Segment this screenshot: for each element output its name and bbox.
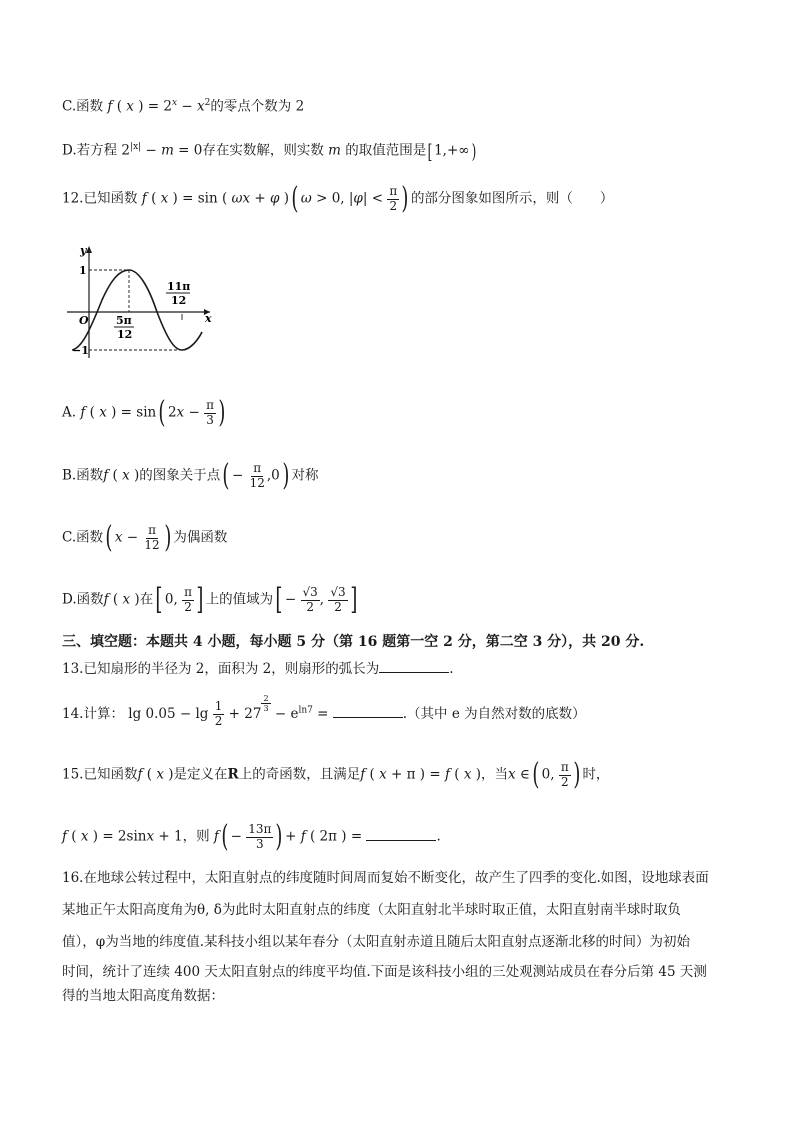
q15-mid2: 上的奇函数，且满足 <box>238 766 361 783</box>
q15-prefix: 15.已知函数 <box>62 766 138 783</box>
option-d-prev-prefix: D.若方程 <box>62 142 118 159</box>
q12-option-d: D.函数f ( x )在[ 0, $\frac{\pi}{2}$ ] 上的值域为[ − $\frac{√3}{2}$ , $\frac{√3}{2}$ ] <box>62 582 358 617</box>
q12-option-c: C.函数( x − $\frac{\pi}{12}$ ) 为偶函数 <box>62 520 228 555</box>
graph-x-label: x <box>205 312 212 325</box>
q15-mid4: 时， <box>582 766 610 783</box>
q12-stem-suffix: 的部分图象如图所示，则（ ） <box>410 190 614 207</box>
q16-line2: 某地正午太阳高度角为θ, δ为此时太阳直射点的纬度（太阳直射北半球时取正值，太阳直射南半球时取负 <box>62 902 681 918</box>
q15-end: . <box>436 828 441 845</box>
option-d-prev-var: m <box>328 142 341 159</box>
option-c-prev: C.函数 f ( x ) = $2^x - x^2$的零点个数为 2 <box>62 98 305 115</box>
q12-b-mid: 的图象关于点 <box>139 467 221 484</box>
option-d-prev-suffix: 的取值范围是 <box>345 142 427 159</box>
q15-mid3: ，当 <box>481 766 509 783</box>
q14-prefix: 14.计算： <box>62 705 124 722</box>
graph-mark2-den: 12 <box>171 294 187 307</box>
q16-line5: 得的当地太阳高度角数据： <box>62 988 224 1004</box>
formula: f <box>103 98 113 115</box>
q16-line3: 值），φ为当地的纬度值.某科技小组以某年春分（太阳直射赤道且随后太阳直射点逐渐北移的时间）为初始 <box>62 934 690 950</box>
graph-mark1-num: 5π <box>116 314 132 327</box>
option-d-prev-middle: 存在实数解，则实数 <box>202 142 324 159</box>
q13-end: . <box>449 661 454 677</box>
graph-y-bottom: −1 <box>72 344 89 357</box>
graph-origin: O <box>79 314 89 327</box>
q12-b-prefix: B.函数 <box>62 467 104 484</box>
section-heading: 三、填空题：本题共 4 小题，每小题 5 分（第 16 题第一空 2 分，第二空 3 分），共 20 分. <box>62 634 645 650</box>
q15-mid1: 是定义在 <box>173 766 228 783</box>
q15-real-set: R <box>227 766 239 783</box>
q14: 14.计算： lg 0.05 − lg $\frac{1}{2}$ + 27 $^{\frac{2}{3}}$ − $e^{ln7}$ = .（其中 e 为自然对数的底数） <box>62 694 586 728</box>
option-d-prev: D.若方程 $2^{|x|} - m = 0$存在实数解，则实数 m 的取值范围是[ 1,+∞) <box>62 139 476 163</box>
q12-c-suffix: 为偶函数 <box>173 529 228 546</box>
graph-y-top: 1 <box>79 264 87 277</box>
q12-b-suffix: 对称 <box>291 467 319 484</box>
q12-option-b: B.函数f ( x )的图象关于点( − $\frac{\pi}{12}$ ,0) 对称 <box>62 458 319 493</box>
q15-line2: f ( x ) = 2sinx + 1，则 f( − $\frac{13\pi}{3}$ ) + f ( 2π ) = . <box>62 819 441 854</box>
q15-line2-mid: ，则 <box>182 828 210 845</box>
q12-d-prefix: D.函数 <box>62 591 104 608</box>
formula-var: x <box>126 98 134 115</box>
answer-blank[interactable] <box>366 828 436 841</box>
q12-stem: 12.已知函数 f ( x ) = sin ( ωx + φ )( ω > 0, |φ| < $\frac{\pi}{2}$ ) 的部分图象如图所示，则（ ） <box>62 181 614 216</box>
answer-blank[interactable] <box>333 705 403 718</box>
q12-a-prefix: A. <box>62 404 77 421</box>
graph-mark2-num: 11π <box>167 280 191 293</box>
sine-graph <box>62 240 222 365</box>
q13 <box>62 660 454 677</box>
q12-d-mid1: 在 <box>139 591 154 608</box>
q14-suffix: .（其中 e 为自然对数的底数） <box>402 705 586 722</box>
q12-c-prefix: C.函数 <box>62 529 104 546</box>
q12-d-mid2: 上的值域为 <box>205 591 274 608</box>
graph-mark1-den: 12 <box>117 328 133 341</box>
q13-text: 13.已知扇形的半径为 2，面积为 2，则扇形的弧长为 <box>62 661 380 677</box>
q12-stem-prefix: 12.已知函数 <box>62 190 138 207</box>
q16-line1: 16.在地球公转过程中，太阳直射点的纬度随时间周而复始不断变化，故产生了四季的变化.如图，设地球表面 <box>62 870 709 886</box>
graph-y-label: y <box>80 244 87 257</box>
option-c-prev-suffix: 的零点个数为 2 <box>210 98 305 115</box>
answer-blank[interactable] <box>379 660 449 673</box>
option-c-prev-prefix: C.函数 <box>62 98 104 115</box>
q16-line4: 时间，统计了连续 400 天太阳直射点的纬度平均值.下面是该科技小组的三处观测站成员在春分后第 45 天测 <box>62 964 707 980</box>
q12-option-a: A. f ( x ) = sin( 2x − $\frac{\pi}{3}$ ) <box>62 395 226 430</box>
q15-line1: 15.已知函数f ( x )是定义在R上的奇函数，且满足f ( x + π ) = f ( x )，当x ∈( 0, $\frac{\pi}{2}$ ) 时， <box>62 757 610 792</box>
